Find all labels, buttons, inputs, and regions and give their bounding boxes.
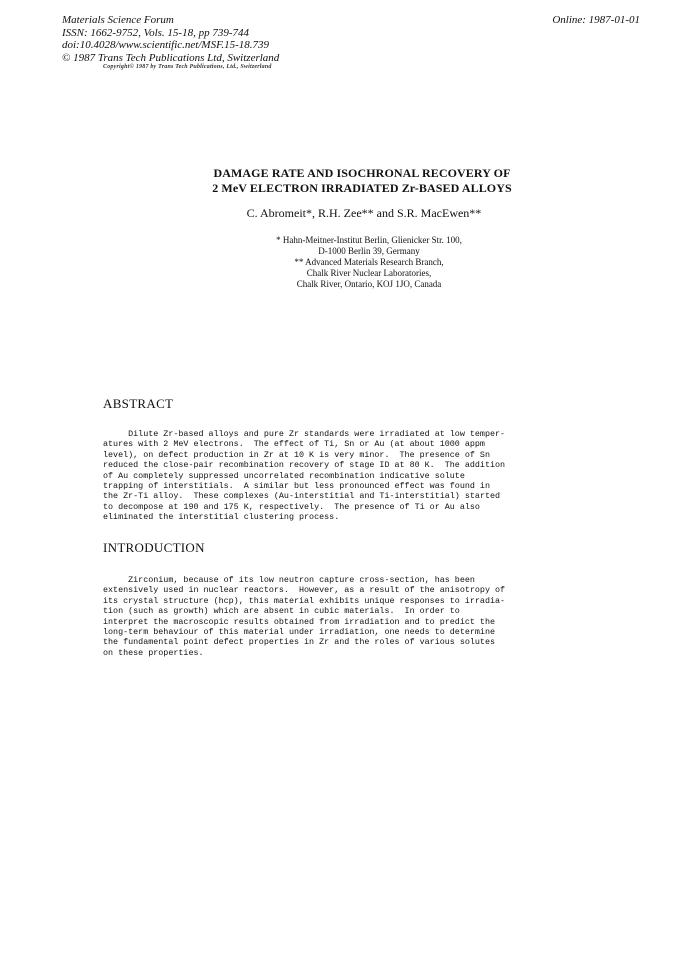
abstract-line: the Zr-Ti alloy. These complexes (Au-interstitial and Ti-interstitial) started (103, 491, 501, 502)
issn-line: ISSN: 1662-9752, Vols. 15-18, pp 739-744 (62, 26, 249, 39)
online-date: Online: 1987-01-01 (552, 14, 640, 26)
affiliation-line: Chalk River, Ontario, KOJ 1JO, Canada (296, 279, 442, 289)
introduction-line: extensively used in nuclear reactors. However, as a result of the anisotropy of (103, 585, 506, 596)
abstract-line: reduced the close-pair recombination recovery of stage ID at 80 K. The addition (103, 460, 506, 471)
citation-header (62, 14, 279, 64)
affiliation-line: D-1000 Berlin 39, Germany (318, 246, 420, 256)
introduction-heading: INTRODUCTION (103, 540, 205, 555)
abstract-line: level), on defect production in Zr at 10 K is very minor. The presence of Sn (103, 449, 490, 460)
introduction-body (103, 575, 533, 658)
journal-name: Materials Science Forum (62, 14, 174, 26)
abstract-body (103, 429, 533, 523)
title-line: DAMAGE RATE AND ISOCHRONAL RECOVERY OF (213, 166, 511, 180)
affiliation-line: Chalk River Nuclear Laboratories, (306, 268, 432, 278)
introduction-line: tion (such as growth) which are absent in cubic materials. In order to (103, 606, 460, 617)
introduction-line: the fundamental point defect properties in Zr and the roles of various solutes (103, 637, 496, 648)
affiliation-line: * Hahn-Meitner-Institut Berlin, Glienicker Str. 100, (276, 235, 462, 245)
introduction-line: its crystal structure (hcp), this material exhibits unique responses to irradia- (103, 595, 506, 606)
abstract-line: Dilute Zr-based alloys and pure Zr standards were irradiated at low temper- (103, 429, 506, 439)
introduction-line: on these properties. (103, 647, 204, 658)
abstract-line: of Au completely suppressed uncorrelated recombination indicative solute (103, 470, 465, 481)
abstract-line: trapping of interstitials. A similar but less pronounced effect was found in (103, 481, 490, 492)
author-list: C. Abromeit*, R.H. Zee** and S.R. MacEwen** (246, 206, 482, 220)
abstract-line: atures with 2 MeV electrons. The effect of Ti, Sn or Au (at about 1000 appm (103, 439, 485, 450)
introduction-line: Zirconium, because of its low neutron capture cross-section, has been (103, 575, 475, 585)
doi-link[interactable]: doi:10.4028/www.scientific.net/MSF.15-18.739 (62, 39, 270, 51)
affiliation-line: ** Advanced Materials Research Branch, (294, 257, 444, 267)
abstract-line: eliminated the interstitial clustering process. (103, 512, 340, 523)
introduction-line: interpret the macroscopic results obtained from irradiation and to predict the (103, 616, 496, 627)
affiliations (0, 235, 678, 290)
paper-title (0, 166, 678, 196)
abstract-heading: ABSTRACT (103, 396, 174, 411)
title-line: 2 MeV ELECTRON IRRADIATED Zr-BASED ALLOYS (212, 181, 512, 195)
introduction-line: long-term behaviour of this material under irradiation, one needs to determine (103, 627, 496, 638)
abstract-line: to decompose at 190 and 175 K, respectively. The presence of Ti or Au also (103, 501, 480, 512)
publisher-line: © 1987 Trans Tech Publications Ltd, Switzerland (62, 51, 280, 64)
copyright-strip: Copyright© 1987 by Trans Tech Publications, Ltd., Switzerland (103, 64, 272, 70)
